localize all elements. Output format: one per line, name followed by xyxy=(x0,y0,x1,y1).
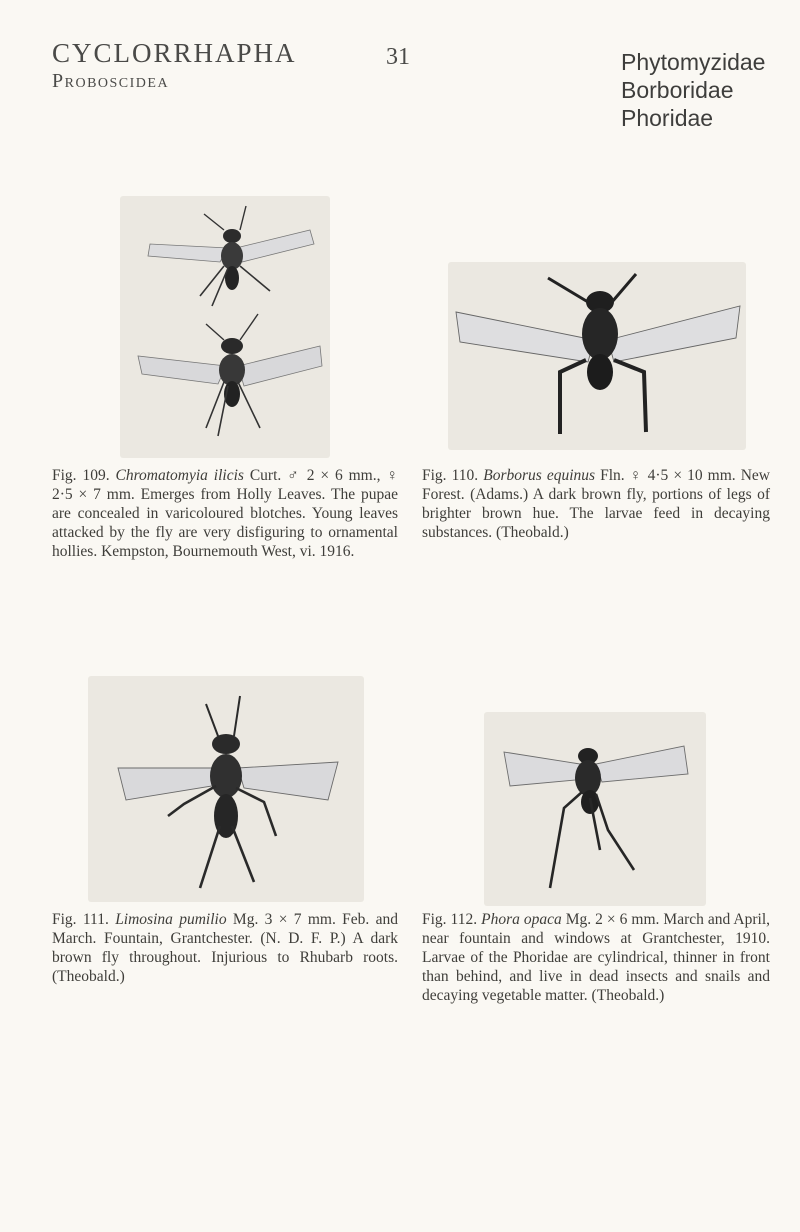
figure-109-photo xyxy=(120,196,330,458)
fly-illustration xyxy=(448,262,746,450)
fly-illustration xyxy=(120,196,330,458)
species-name: Limosina pumilio xyxy=(115,911,227,928)
figure-label: Fig. 111. xyxy=(52,911,109,928)
family-label: Borboridae xyxy=(621,77,734,103)
figure-112-photo xyxy=(484,712,706,906)
figure-111-caption xyxy=(52,910,398,986)
figure-110-caption xyxy=(422,466,770,542)
fly-upper xyxy=(148,206,314,306)
figure-label: Fig. 112. xyxy=(422,911,478,928)
caption-text: Curt. ♂ 2 × 6 mm., ♀ 2·5 × 7 mm. Emerges from Holly Leaves. The pupae are concealed in varicoloured blotches. Young leaves attacked by the fly are very disfiguring to ornamental hollies. Kempston, Bournemouth West, vi. 1916. xyxy=(52,467,399,560)
fly-lower xyxy=(138,314,322,436)
figure-109-caption xyxy=(52,466,398,561)
figure-label: Fig. 109. xyxy=(52,467,110,484)
species-name: Borborus equinus xyxy=(483,467,596,484)
fly-illustration xyxy=(88,676,364,902)
family-label: Phoridae xyxy=(621,105,714,131)
caption-text: Mg. 3 × 7 mm. Feb. and March. Fountain, Grantchester. (N. D. F. P.) A dark brown fly throughout. Injurious to Rhubarb roots. (Theobald.) xyxy=(52,911,398,985)
running-head-order: CYCLORRHAPHA xyxy=(52,38,297,68)
caption-text: Mg. 2 × 6 mm. March and April, near fountain and windows at Grantchester, 1910. Larvae of the Phoridae are cylindrical, thinner in front than behind, and live in dead insects and snails and decaying vegetable matter. (Theobald.) xyxy=(422,911,770,1004)
figure-111-photo xyxy=(88,676,364,902)
page-number: 31 xyxy=(386,44,410,70)
running-head-left xyxy=(52,38,297,94)
species-name: Phora opaca xyxy=(481,911,562,928)
figure-112-caption xyxy=(422,910,770,1005)
family-label: Phytomyzidae xyxy=(621,49,766,75)
fly-illustration xyxy=(484,712,706,906)
figure-label: Fig. 110. xyxy=(422,467,479,484)
running-head-families xyxy=(621,48,765,132)
species-name: Chromatomyia ilicis xyxy=(115,467,244,484)
caption-text: Fln. ♀ 4·5 × 10 mm. New Forest. (Adams.) A dark brown fly, portions of legs of brighter brown hue. The larvae feed in decaying substances. (Theobald.) xyxy=(422,467,770,541)
figure-110-photo xyxy=(448,262,746,450)
running-head-suborder: Proboscidea xyxy=(52,70,170,92)
